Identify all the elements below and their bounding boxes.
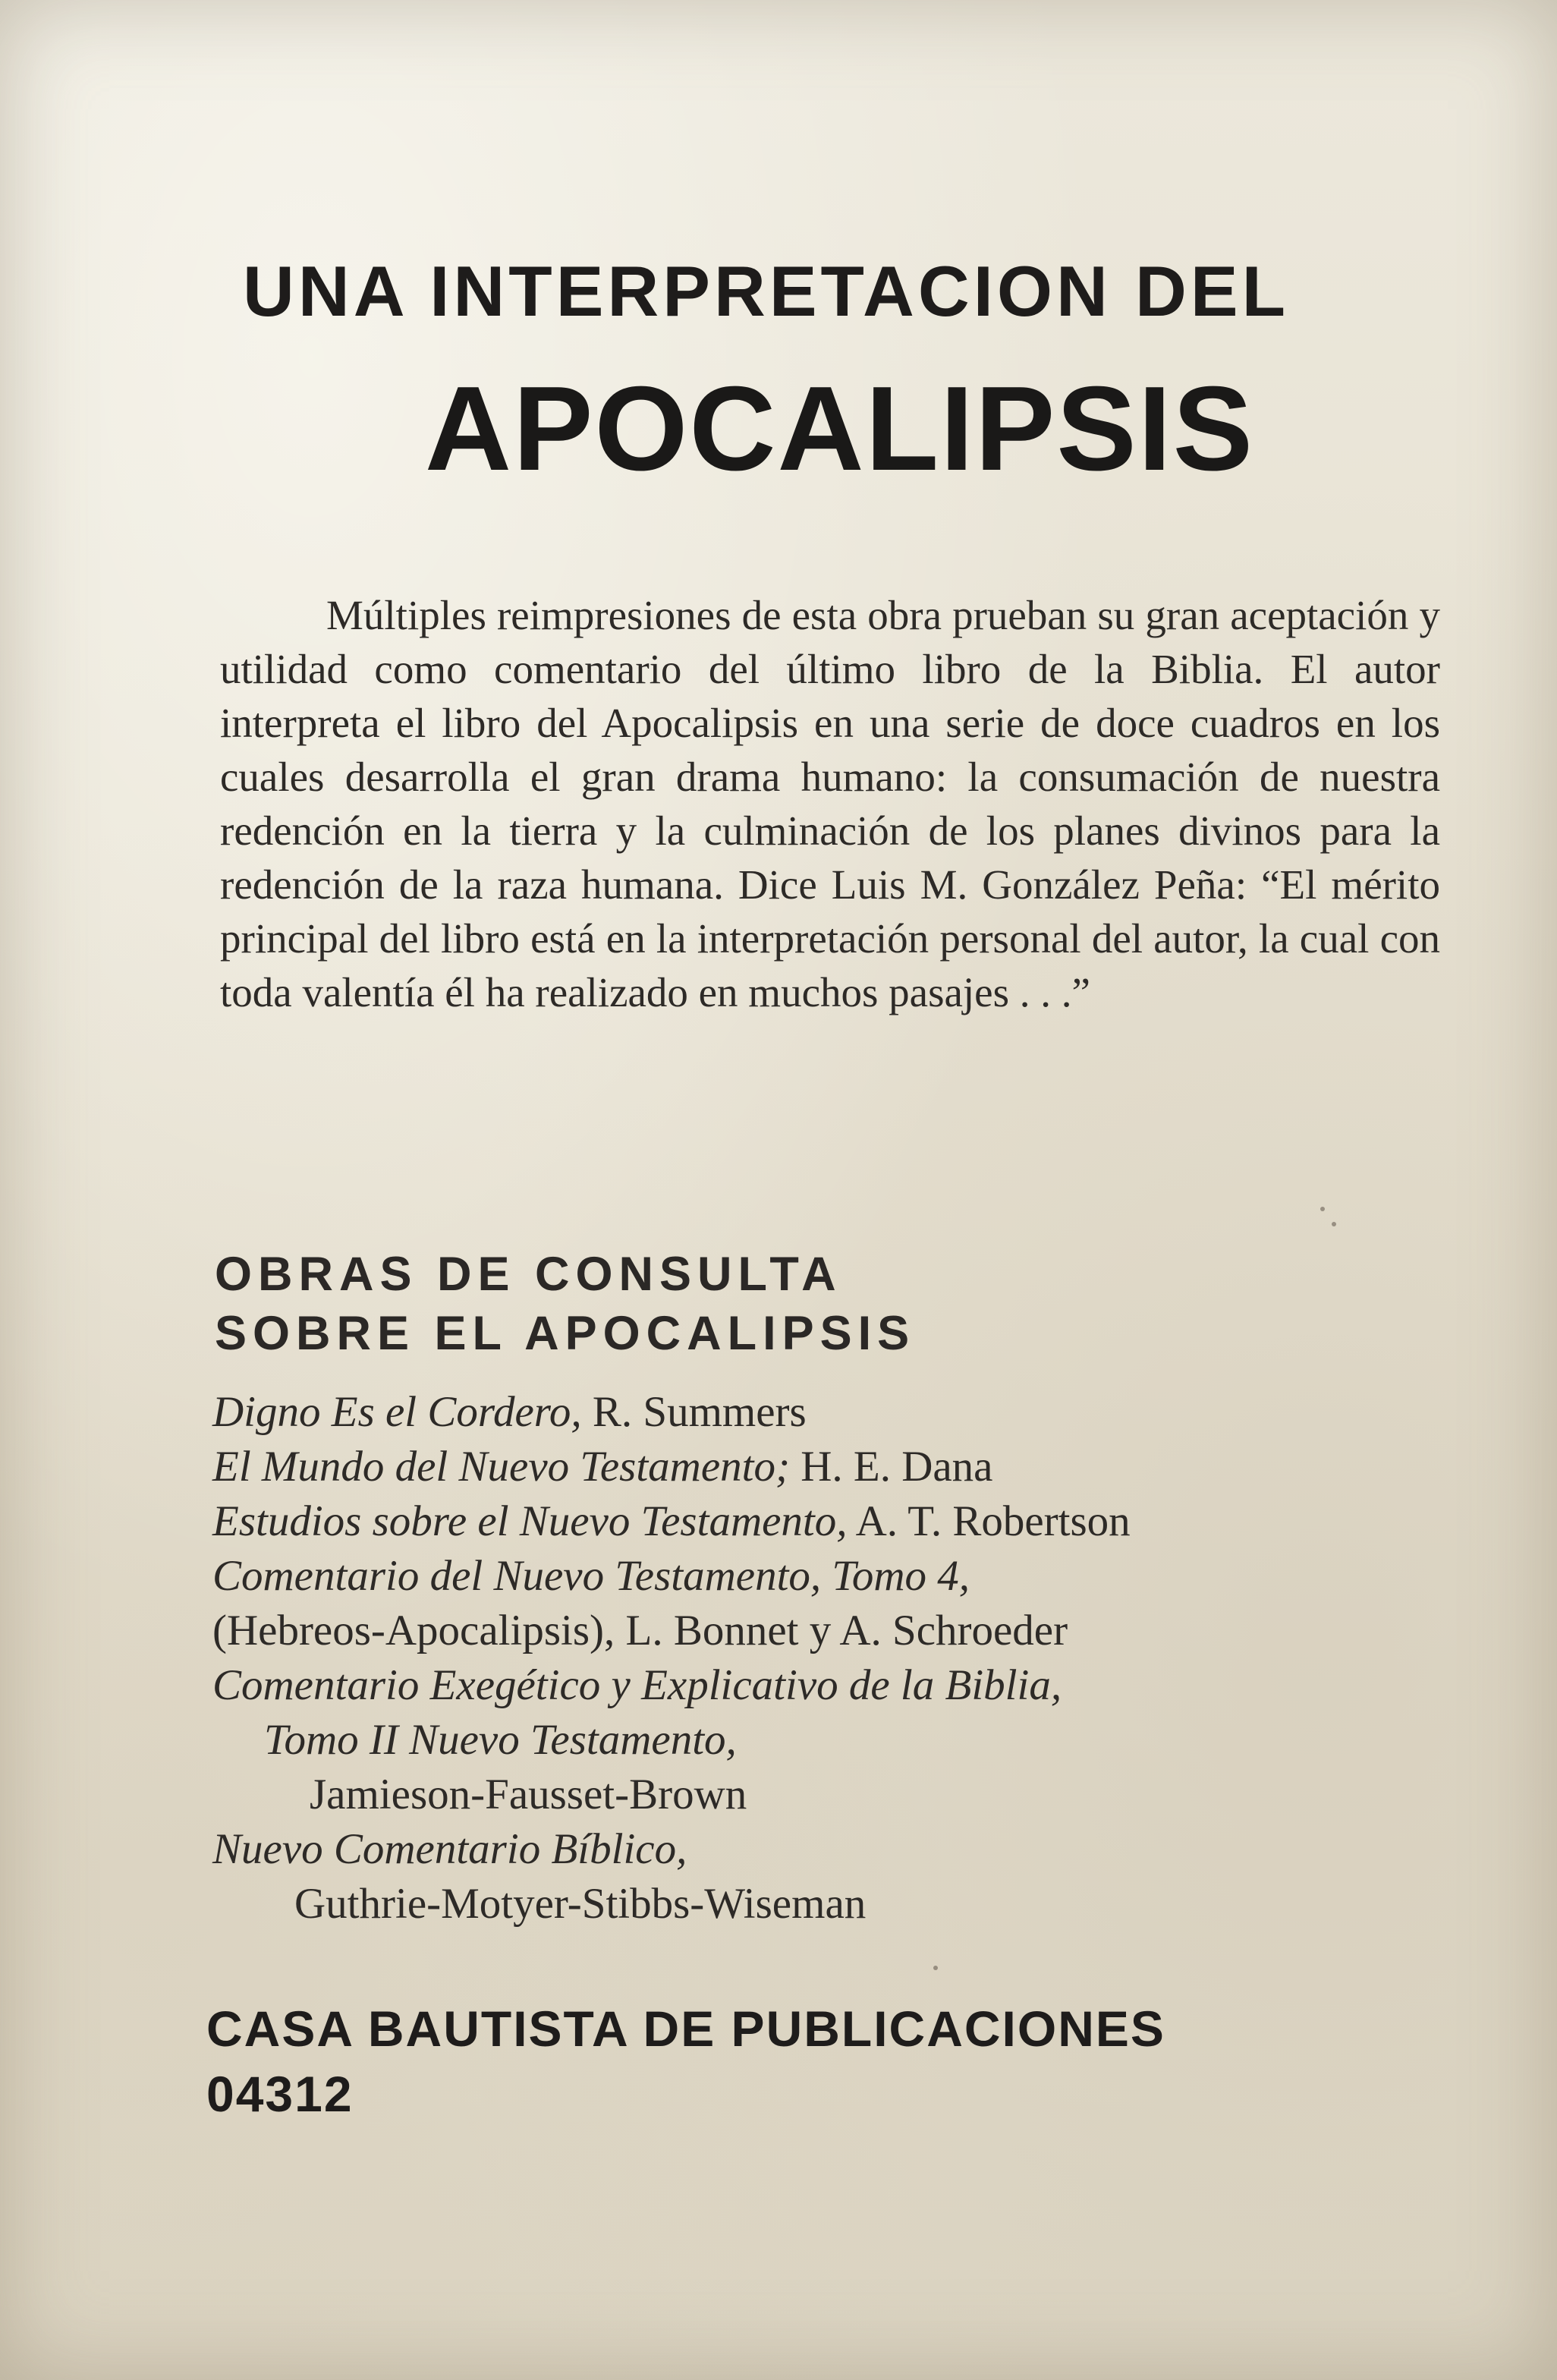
reference-title: Tomo II Nuevo Testamento, <box>264 1716 737 1764</box>
reference-title: Digno Es el Cordero, <box>212 1388 582 1436</box>
reference-author: R. Summers <box>581 1388 807 1436</box>
paper-speck <box>1332 1222 1336 1226</box>
reference-item <box>212 1385 1457 1440</box>
reference-title: Nuevo Comentario Bíblico, <box>212 1825 687 1873</box>
title-line-2: APOCALIPSIS <box>425 362 1255 496</box>
reference-item <box>212 1494 1457 1549</box>
reference-author: (Hebreos-Apocalipsis), L. Bonnet y A. Schroeder <box>212 1607 1068 1654</box>
reference-title: El Mundo del Nuevo Testamento; <box>212 1443 790 1491</box>
reference-author: Guthrie-Motyer-Stibbs-Wiseman <box>294 1880 867 1928</box>
reference-title: Estudios sobre el Nuevo Testamento, <box>212 1497 848 1545</box>
reference-item <box>212 1877 1457 1931</box>
title-line-1: UNA INTERPRETACION DEL <box>243 251 1289 331</box>
reference-item <box>212 1658 1457 1713</box>
publisher-name: CASA BAUTISTA DE PUBLICACIONES <box>206 2001 1165 2057</box>
paper-speck <box>1320 1207 1325 1211</box>
catalog-code: 04312 <box>206 2066 354 2122</box>
references-heading-line-2: SOBRE EL APOCALIPSIS <box>215 1307 916 1360</box>
publisher-block <box>206 1996 1345 2127</box>
reference-item <box>212 1768 1457 1822</box>
reference-author: A. T. Robertson <box>847 1497 1131 1545</box>
references-list <box>212 1385 1457 1931</box>
paper-speck <box>933 1966 938 1970</box>
reference-item <box>212 1549 1457 1604</box>
reference-author: Jamieson-Fausset-Brown <box>310 1771 747 1818</box>
reference-item <box>212 1822 1457 1877</box>
reference-author: H. E. Dana <box>789 1443 993 1491</box>
references-heading <box>215 1245 1201 1363</box>
references-heading-line-1: OBRAS DE CONSULTA <box>215 1248 842 1301</box>
description-paragraph: Múltiples reimpresiones de esta obra prueban su gran aceptación y utilidad como comentario del último libro de la Biblia. El autor interpreta el libro del Apocalipsis en una serie de doce cuadros en los cuales desarrolla el gran drama humano: la consumación de nuestra redención en la tierra y la culminación de los planes divinos para la redención de la raza humana. Dice Luis M. González Peña: “El mérito principal del libro está en la interpretación personal del autor, la cual con toda valentía él ha realizado en muchos pasajes . . .” <box>220 592 1440 1015</box>
reference-title: Comentario Exegético y Explicativo de la Biblia, <box>212 1661 1062 1709</box>
reference-item <box>212 1440 1457 1494</box>
reference-item <box>212 1604 1457 1658</box>
reference-item <box>212 1713 1457 1768</box>
reference-title: Comentario del Nuevo Testamento, Tomo 4, <box>212 1552 970 1600</box>
